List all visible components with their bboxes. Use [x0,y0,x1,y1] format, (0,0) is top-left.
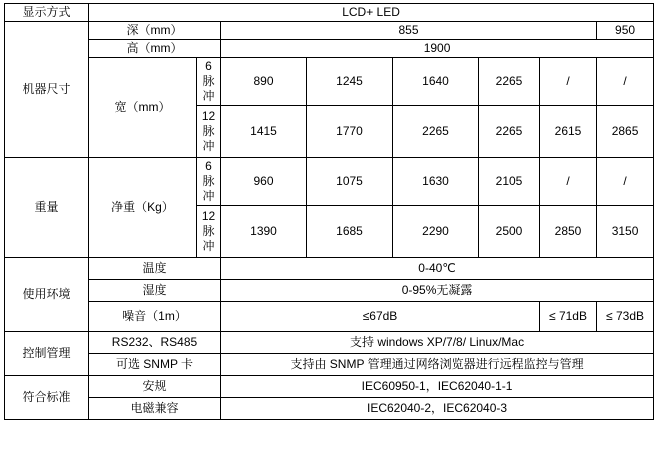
display-mode-value: LCD+ LED [89,4,654,22]
depth-value-last: 950 [597,22,654,40]
depth-value-main: 855 [221,22,597,40]
humidity-value: 0-95%无凝露 [221,280,654,302]
pulse-6-label: 6 脉 冲 [197,58,221,106]
net-weight-label: 净重（Kg） [89,158,197,258]
width-6pulse-3: 1640 [393,58,479,106]
width-12pulse-1: 1415 [221,106,307,158]
table-row [5,302,654,332]
weight-6pulse-2: 1075 [307,158,393,206]
height-value: 1900 [221,40,654,58]
weight-6pulse-5: / [540,158,597,206]
noise-value-main: ≤67dB [221,302,540,332]
table-row [5,280,654,302]
table-row [5,158,654,206]
weight-label: 重量 [5,158,89,258]
width-12pulse-4: 2265 [479,106,540,158]
weight-12pulse-6: 3150 [597,206,654,258]
noise-value-6: ≤ 73dB [597,302,654,332]
depth-label: 深（mm） [89,22,221,40]
table-row [5,354,654,376]
table-row [5,4,654,22]
table-row [5,376,654,398]
specification-table [4,3,654,420]
temperature-value: 0-40℃ [221,258,654,280]
pulse-12-label: 12 脉 冲 [197,106,221,158]
width-6pulse-2: 1245 [307,58,393,106]
emc-value: IEC62040-2，IEC62040-3 [221,398,654,420]
snmp-label: 可选 SNMP 卡 [89,354,221,376]
noise-label: 噪音（1m） [89,302,221,332]
weight-12pulse-2: 1685 [307,206,393,258]
humidity-label: 湿度 [89,280,221,302]
table-row [5,332,654,354]
weight-12pulse-4: 2500 [479,206,540,258]
width-6pulse-5: / [540,58,597,106]
control-management-label: 控制管理 [5,332,89,376]
safety-value: IEC60950-1，IEC62040-1-1 [221,376,654,398]
weight-12pulse-1: 1390 [221,206,307,258]
noise-value-5: ≤ 71dB [540,302,597,332]
width-6pulse-1: 890 [221,58,307,106]
standards-label: 符合标准 [5,376,89,420]
emc-label: 电磁兼容 [89,398,221,420]
width-12pulse-2: 1770 [307,106,393,158]
weight-6pulse-1: 960 [221,158,307,206]
table-row [5,40,654,58]
weight-6pulse-3: 1630 [393,158,479,206]
comm-ports-label: RS232、RS485 [89,332,221,354]
height-label: 高（mm） [89,40,221,58]
table-row [5,258,654,280]
machine-size-label: 机器尺寸 [5,22,89,158]
environment-label: 使用环境 [5,258,89,332]
pulse-12-label: 12 脉 冲 [197,206,221,258]
weight-6pulse-4: 2105 [479,158,540,206]
width-6pulse-6: / [597,58,654,106]
width-label: 宽（mm） [89,58,197,158]
pulse-6-label: 6 脉 冲 [197,158,221,206]
weight-12pulse-5: 2850 [540,206,597,258]
weight-12pulse-3: 2290 [393,206,479,258]
snmp-value: 支持由 SNMP 管理通过网络浏览器进行远程监控与管理 [221,354,654,376]
width-12pulse-3: 2265 [393,106,479,158]
table-row [5,22,654,40]
table-row [5,58,654,106]
comm-ports-value: 支持 windows XP/7/8/ Linux/Mac [221,332,654,354]
safety-label: 安规 [89,376,221,398]
weight-6pulse-6: / [597,158,654,206]
width-12pulse-5: 2615 [540,106,597,158]
width-12pulse-6: 2865 [597,106,654,158]
width-6pulse-4: 2265 [479,58,540,106]
table-row [5,398,654,420]
display-mode-label: 显示方式 [5,4,89,22]
temperature-label: 温度 [89,258,221,280]
